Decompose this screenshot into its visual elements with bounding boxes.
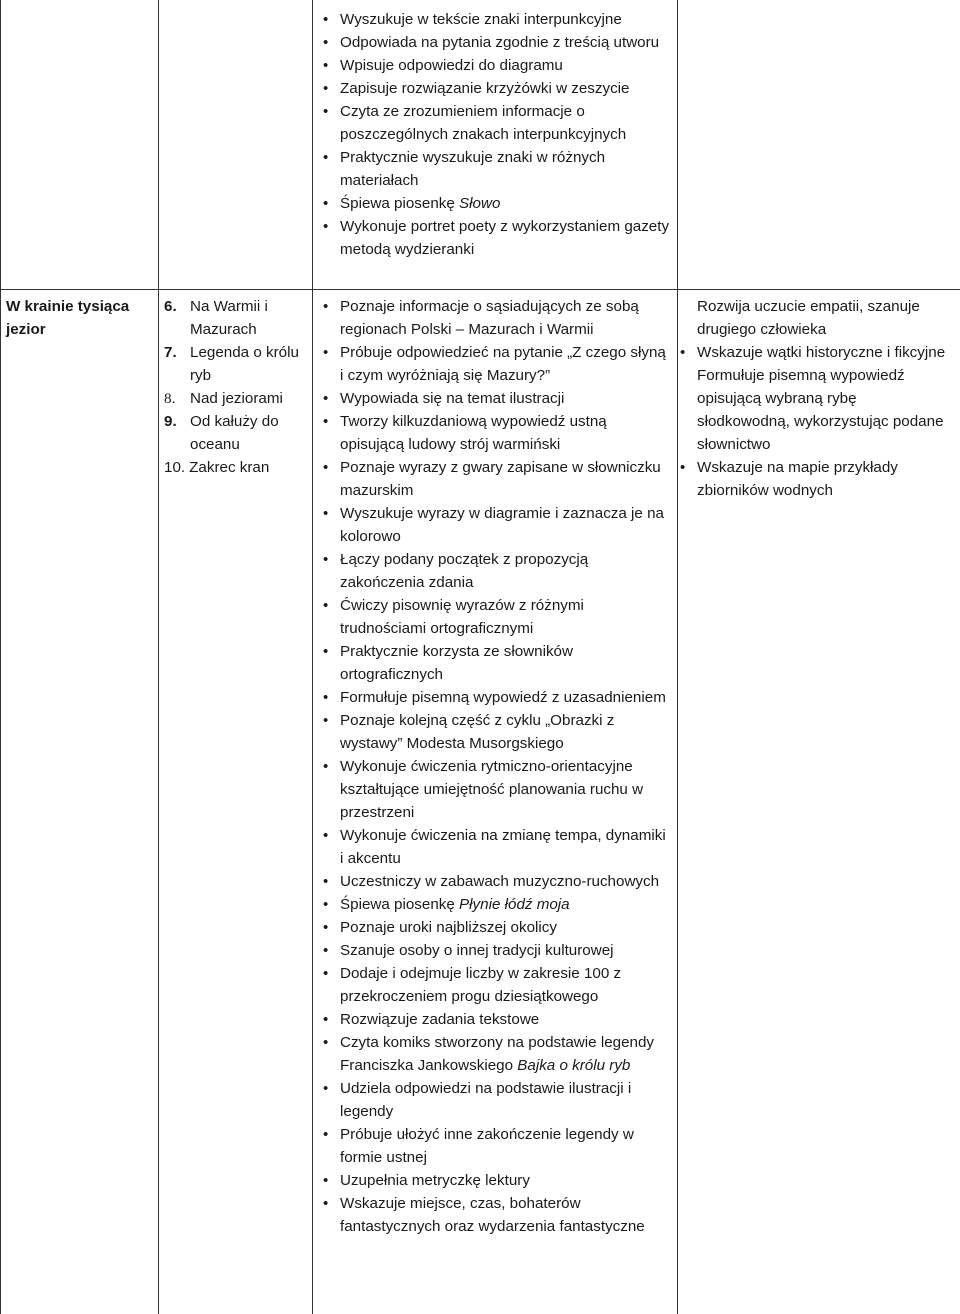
table-border-left	[0, 0, 1, 1314]
topic-number: 6.	[164, 298, 177, 315]
top-activities-cell	[320, 8, 670, 261]
skills-cell	[677, 295, 953, 502]
topics-cell	[164, 295, 306, 479]
item-text: Formułuje pisemną wypowiedź z uzasadnieniem	[340, 689, 666, 706]
item-text: Ćwiczy pisownię wyrazów z różnymi trudnościami ortograficznymi	[340, 597, 584, 637]
item-text: Praktycznie korzysta ze słowników ortograficznych	[340, 643, 573, 683]
list-item	[320, 1192, 670, 1238]
list-item	[320, 916, 670, 939]
column-divider-3	[677, 0, 678, 1314]
list-item	[320, 502, 670, 548]
list-item	[320, 824, 670, 870]
list-item	[320, 893, 670, 916]
list-item	[320, 1169, 670, 1192]
list-item	[320, 8, 670, 31]
item-text: Wypowiada się na temat ilustracji	[340, 390, 565, 407]
list-item	[320, 295, 670, 341]
item-text: Zapisuje rozwiązanie krzyżówki w zeszycie	[340, 80, 630, 97]
list-item	[320, 192, 670, 215]
item-text: Śpiewa piosenkę	[340, 195, 460, 212]
item-text: Czyta komiks stworzony na podstawie legendy Franciszka Jankowskiego	[340, 1034, 655, 1074]
list-item	[320, 410, 670, 456]
list-item	[320, 640, 670, 686]
list-item	[320, 962, 670, 1008]
topic-item	[164, 295, 306, 341]
list-item	[320, 100, 670, 146]
theme-title: W krainie tysiąca jezior	[6, 298, 130, 338]
item-text: Uzupełnia metryczkę lektury	[340, 1172, 530, 1189]
item-text: Łączy podany początek z propozycją zakończenia zdania	[340, 551, 589, 591]
item-text: Praktycznie wyszukuje znaki w różnych materiałach	[340, 149, 606, 189]
list-item	[320, 939, 670, 962]
topic-title: Zakrec kran	[189, 459, 270, 476]
item-text: Szanuje osoby o innej tradycji kulturowej	[340, 942, 614, 959]
topic-item	[164, 341, 306, 387]
item-italic-title: Bajka o królu ryb	[517, 1057, 631, 1074]
list-item	[320, 31, 670, 54]
item-text: Wykonuje portret poety z wykorzystaniem gazety metodą wydzieranki	[340, 218, 670, 258]
topic-title: Na Warmii i Mazurach	[190, 298, 268, 338]
item-text: Poznaje wyrazy z gwary zapisane w słowniczku mazurskim	[340, 459, 661, 499]
item-text: Formułuje pisemną wypowiedź opisującą wybraną rybę słodkowodną, wykorzystując podane słownictwo	[697, 367, 944, 453]
item-text: Czyta ze zrozumieniem informacje o poszczególnych znakach interpunkcyjnych	[340, 103, 627, 143]
item-text: Próbuje ułożyć inne zakończenie legendy w formie ustnej	[340, 1126, 634, 1166]
list-item	[677, 364, 953, 456]
topic-number: 10.	[164, 459, 186, 476]
list-item	[320, 870, 670, 893]
row-divider	[0, 289, 960, 290]
list-item	[320, 456, 670, 502]
topic-title: Nad jeziorami	[190, 390, 283, 407]
list-item	[677, 295, 953, 341]
item-text: Rozwija uczucie empatii, szanuje drugiego człowieka	[697, 298, 920, 338]
list-item	[320, 1077, 670, 1123]
list-item	[320, 341, 670, 387]
list-item	[320, 755, 670, 824]
item-text: Wykonuje ćwiczenia rytmiczno-orientacyjne kształtujące umiejętność planowania ruchu w przestrzeni	[340, 758, 644, 821]
list-item	[320, 54, 670, 77]
item-text: Wyszukuje wyrazy w diagramie i zaznacza je na kolorowo	[340, 505, 664, 545]
main-activities-list	[320, 295, 670, 1238]
item-text: Poznaje informacje o sąsiadujących ze sobą regionach Polski – Mazurach i Warmii	[340, 298, 639, 338]
topic-title: Od kałuży do oceanu	[190, 413, 279, 453]
topic-number: 8.	[164, 390, 176, 407]
list-item	[320, 215, 670, 261]
topic-number: 9.	[164, 413, 177, 430]
list-item	[677, 341, 953, 364]
topics-list	[164, 295, 306, 479]
item-text: Wskazuje wątki historyczne i fikcyjne	[697, 344, 946, 361]
item-text: Dodaje i odejmuje liczby w zakresie 100 z przekroczeniem progu dziesiątkowego	[340, 965, 622, 1005]
list-item	[677, 456, 953, 502]
item-text: Tworzy kilkuzdaniową wypowiedź ustną opisującą ludowy strój warmiński	[340, 413, 607, 453]
topic-number: 7.	[164, 344, 177, 361]
skills-list	[677, 295, 953, 502]
list-item	[320, 548, 670, 594]
topic-item	[164, 410, 306, 456]
list-item	[320, 387, 670, 410]
list-item	[320, 146, 670, 192]
list-item	[320, 1123, 670, 1169]
item-text: Śpiewa piosenkę	[340, 896, 460, 913]
main-activities-cell	[320, 295, 670, 1238]
item-text: Rozwiązuje zadania tekstowe	[340, 1011, 540, 1028]
list-item	[320, 709, 670, 755]
list-item	[320, 594, 670, 640]
item-italic-title: Płynie łódź moja	[459, 896, 570, 913]
item-text: Wskazuje miejsce, czas, bohaterów fantastycznych oraz wydarzenia fantastyczne	[340, 1195, 645, 1235]
item-text: Uczestniczy w zabawach muzyczno-ruchowych	[340, 873, 660, 890]
list-item	[320, 686, 670, 709]
item-text: Wpisuje odpowiedzi do diagramu	[340, 57, 563, 74]
item-text: Próbuje odpowiedzieć na pytanie „Z czego słyną i czym wyróżniają się Mazury?”	[340, 344, 666, 384]
item-text: Udziela odpowiedzi na podstawie ilustracji i legendy	[340, 1080, 632, 1120]
item-text: Wykonuje ćwiczenia na zmianę tempa, dynamiki i akcentu	[340, 827, 666, 867]
item-text: Wyszukuje w tekście znaki interpunkcyjne	[340, 11, 622, 28]
list-item	[320, 77, 670, 100]
item-italic-title: Słowo	[459, 195, 501, 212]
topic-item	[164, 387, 306, 410]
item-text: Poznaje uroki najbliższej okolicy	[340, 919, 557, 936]
topic-item	[164, 456, 306, 479]
column-divider-2	[312, 0, 313, 1314]
list-item	[320, 1031, 670, 1077]
item-text: Poznaje kolejną część z cyklu „Obrazki z wystawy” Modesta Musorgskiego	[340, 712, 615, 752]
topic-title: Legenda o królu ryb	[190, 344, 299, 384]
top-activities-list	[320, 8, 670, 261]
list-item	[320, 1008, 670, 1031]
column-divider-1	[158, 0, 159, 1314]
item-text: Wskazuje na mapie przykłady zbiorników wodnych	[697, 459, 898, 499]
item-text: Odpowiada na pytania zgodnie z treścią utworu	[340, 34, 660, 51]
